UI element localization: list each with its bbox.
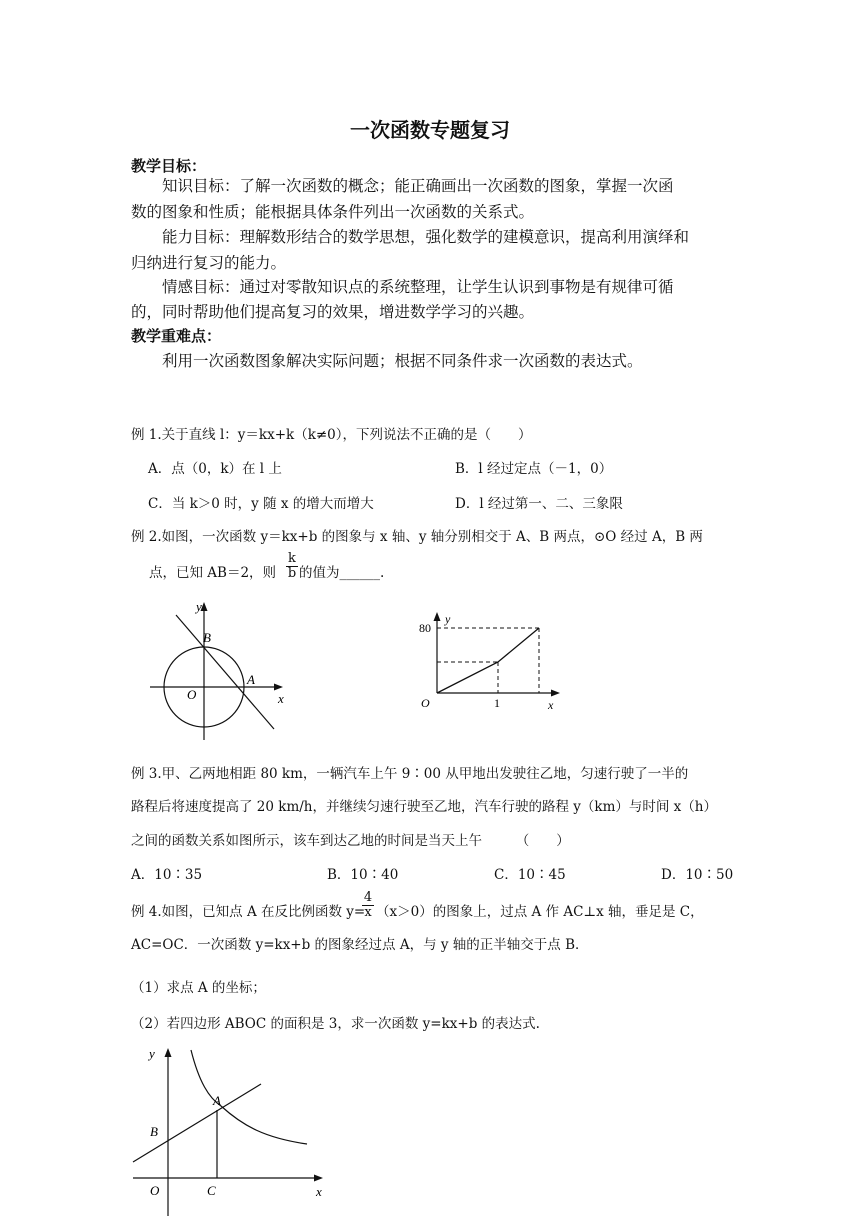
ex3-option-a: A．10∶35 [131, 867, 203, 883]
page-title: 一次函数专题复习 [350, 118, 510, 142]
fig1-label-y: y [196, 599, 202, 614]
fig3-label-x: x [316, 1184, 322, 1199]
ex1-stem: 例 1.关于直线 l：y＝kx+k（k≠0），下列说法不正确的是（ ） [131, 427, 532, 443]
ex3-line3: 之间的函数关系如图所示，该车到达乙地的时间是当天上午 （ ） [131, 833, 570, 849]
key-text: 利用一次函数图象解决实际问题；根据不同条件求一次函数的表达式。 [162, 352, 643, 370]
key-heading: 教学重难点： [131, 327, 222, 345]
fig3-label-y: y [149, 1046, 155, 1061]
line-ab [133, 1084, 261, 1162]
goal-ability-line2: 归纳进行复习的能力。 [131, 254, 287, 272]
ex1-option-b: B．l 经过定点（－1，0） [455, 461, 613, 477]
fig1-label-o: O [187, 687, 197, 702]
ex4-line1-start: 例 4.如图，已知点 A 在反比例函数 y= [131, 904, 366, 920]
fraction-denominator: x [362, 905, 374, 920]
figure-hyperbola [125, 1040, 335, 1216]
figure-circle-line [140, 595, 300, 745]
fig1-label-a: A [247, 672, 255, 687]
fig2-label-1: 1 [494, 696, 500, 710]
goal-knowledge-line1: 知识目标：了解一次函数的概念；能正确画出一次函数的图象，掌握一次函 [162, 177, 674, 195]
fraction-denominator: b [287, 566, 297, 581]
ex4-question1: （1）求点 A 的坐标； [131, 980, 266, 996]
ex3-line1: 例 3.甲、乙两地相距 80 km，一辆汽车上午 9∶00 从甲地出发驶往乙地，匀速行驶了一半的 [131, 766, 689, 782]
ex4-line1-end: （x＞0）的图象上，过点 A 作 AC⊥x 轴，垂足是 C， [376, 904, 704, 920]
ex4-line2: AC=OC．一次函数 y=kx+b 的图象经过点 A，与 y 轴的正半轴交于点 B． [131, 937, 589, 953]
fraction-numerator: 4 [363, 890, 373, 905]
fig2-label-y: y [445, 612, 451, 626]
ex1-option-a: A．点（0，k）在 l 上 [148, 461, 282, 477]
goal-emotion-line1: 情感目标：通过对零散知识点的系统整理，让学生认识到事物是有规律可循 [162, 278, 674, 296]
graph-line [437, 628, 539, 693]
ex2-fraction [286, 552, 298, 581]
fig2-label-o: O [421, 696, 430, 710]
fig3-label-c: C [207, 1183, 216, 1198]
ex4-fraction [362, 891, 374, 920]
fig3-label-o: O [150, 1183, 160, 1198]
fig1-label-b: B [203, 630, 211, 645]
goal-emotion-line2: 的，同时帮助他们提高复习的效果，增进数学学习的兴趣。 [131, 303, 535, 321]
ex3-option-d: D．10∶50 [661, 867, 734, 883]
fig1-label-x: x [278, 691, 284, 706]
ex2-line2-end: 的值为______. [299, 565, 385, 581]
goal-knowledge-line2: 数的图象和性质；能根据具体条件列出一次函数的关系式。 [131, 203, 535, 221]
ex3-option-c: C．10∶45 [494, 867, 566, 883]
ex1-option-d: D．l 经过第一、二、三象限 [455, 496, 623, 512]
ex3-option-b: B．10∶40 [327, 867, 399, 883]
ex4-question2: （2）若四边形 ABOC 的面积是 3，求一次函数 y=kx+b 的表达式. [131, 1016, 540, 1032]
fig2-label-x: x [548, 698, 554, 712]
goals-heading: 教学目标： [131, 157, 207, 175]
goal-ability-line1: 能力目标：理解数形结合的数学思想，强化数学的建模意识，提高利用演绎和 [162, 228, 690, 246]
y-axis-arrow [434, 612, 441, 621]
ex1-option-c: C．当 k＞0 时，y 随 x 的增大而增大 [148, 496, 374, 512]
figure-distance-time [405, 605, 580, 715]
x-axis-arrow [274, 684, 283, 691]
x-axis-arrow [551, 690, 560, 697]
fig3-label-a: A [213, 1093, 221, 1108]
fig3-label-b: B [150, 1124, 158, 1139]
ex2-line2-start: 点，已知 AB＝2，则 [149, 565, 277, 581]
y-axis-arrow [165, 1048, 172, 1057]
ex3-line2: 路程后将速度提高了 20 km/h，并继续匀速行驶至乙地，汽车行驶的路程 y（km）与时间 x（h） [131, 799, 717, 815]
fig2-label-80: 80 [419, 621, 431, 635]
fraction-numerator: k [288, 551, 296, 566]
ex2-line1: 例 2.如图，一次函数 y＝kx+b 的图象与 x 轴、y 轴分别相交于 A、B 两点，⊙O 经过 A，B 两 [131, 529, 703, 545]
line-ab [176, 615, 274, 729]
x-axis-arrow [314, 1175, 323, 1182]
hyperbola-curve [191, 1050, 307, 1144]
